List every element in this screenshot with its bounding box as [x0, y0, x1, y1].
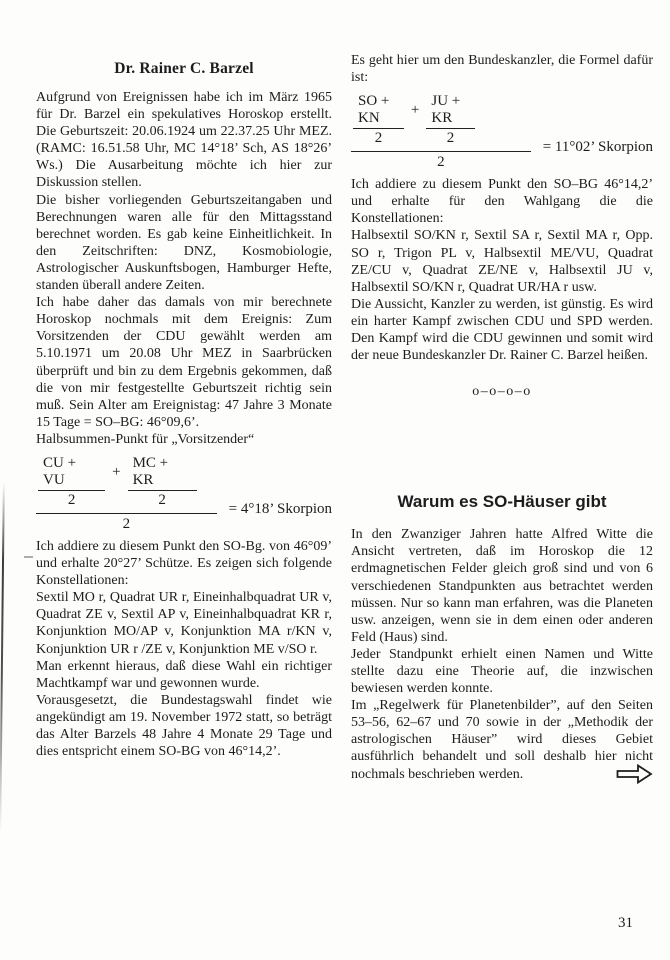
fraction-bottom: 2 [446, 130, 455, 147]
fraction-bottom: 2 [158, 491, 166, 508]
fraction-top: MC + KR [128, 455, 197, 491]
left-column [36, 52, 332, 783]
paragraph: Ich habe daher das damals von mir berechnete Horoskop nochmals mit dem Ereignis: Zum Vorsitzenden der CDU gewählt werden am 5.10.1971 um 20.08 Uhr MEZ in Saarbrücken überprüft und bin zu dem Ergebnis gekommen, daß die von mir festgestellte Geburtszeit richtig sein muß. Sein Alter am Ereignistag: 47 Jahre 3 Monate 15 Tage = SO–BG: 46°09,6’. [36, 295, 332, 430]
formula-result: = 4°18’ Skorpion [228, 500, 332, 517]
paragraph: In den Zwanziger Jahren hatte Alfred Witte die Ansicht vertreten, daß im Horoskop die 12 erdmagnetischen Felder gleich groß sind und von 6 verschiedenen Standpunkten aus betrachtet werden müssen. Nur so kann man erfahren, was die Planeten usw. anzeigen, wenn sie in dem einen oder anderen Feld (Haus) sind. [351, 527, 653, 645]
formula-subfraction-2 [128, 455, 197, 509]
plus-operator: + [112, 463, 121, 480]
formula-subfraction-1 [353, 93, 404, 147]
formula-subfraction-2 [426, 93, 474, 147]
kanzler-formula [351, 93, 653, 171]
fraction-top: CU + VU [38, 455, 105, 491]
paragraph: Die Aussicht, Kanzler zu werden, ist günstig. Es wird ein harter Kampf zwischen CDU und SPD werden. Den Kampf wird die CDU gewinnen und somit wird der neue Bundeskanzler Dr. Rainer C. Barzel heißen. [351, 296, 653, 364]
formula-result: = 11°02’ Skorpion [542, 139, 653, 156]
fraction-bottom: 2 [67, 491, 76, 508]
right-column [351, 52, 653, 783]
fraction-bottom: 2 [374, 130, 383, 147]
formula-subfraction-1 [38, 455, 105, 509]
paragraph: Vorausgesetzt, die Bundestagswahl findet wie angekündigt am 19. November 1972 statt, so beträgt das Alter Barzels 48 Jahre 4 Monate 29 Tage und dies entspricht einem SO-BG von 46°14,2’. [36, 692, 332, 760]
page-number: 31 [618, 915, 633, 931]
halbsummen-formula [36, 455, 332, 533]
closing-paragraph-block [351, 697, 653, 782]
formula-numerator [351, 93, 531, 152]
section-separator: o–o–o–o [472, 384, 532, 400]
paragraph: Sextil MO r, Quadrat UR r, Eineinhalbquadrat UR v, Quadrat ZE v, Sextil AP v, Eineinhalbquadrat KR r, Konjunktion MO/AP v, Konjunktion MA r/KN v, Konjunktion UR r /ZE v, Konjunktion ME v/SO r. [36, 590, 332, 657]
paragraph: Man erkennt hieraus, daß diese Wahl ein richtiger Machtkampf war und gewonnen wurde. [36, 658, 332, 691]
paragraph: Ich addiere zu diesem Punkt den SO-Bg. von 46°09’ und erhalte 20°27’ Schütze. Es zeigen sich folgende Konstellationen: [36, 538, 332, 589]
formula-fraction [351, 93, 531, 171]
fraction-top: SO + KN [353, 93, 404, 129]
article-heading-barzel: Dr. Rainer C. Barzel [114, 60, 254, 77]
formula-denominator: 2 [122, 515, 131, 532]
formula-fraction [36, 455, 217, 533]
paragraph: Halbsextil SO/KN r, Sextil SA r, Sextil MA r, Opp. SO r, Trigon PL v, Halbsextil ME/VU, Quadrat ZE/CU v, Quadrat ZE/NE v, Halbsextil JU v, Halbsextil SO/KN r, Quadrat UR/HA r usw. [351, 228, 653, 295]
paragraph: Aufgrund von Ereignissen habe ich im März 1965 für Dr. Barzel ein spekulatives Horoskop erstellt. Die Geburtszeit: 20.06.1924 um 22.37.25 Uhr MEZ. (RAMC: 16.51.58 Uhr, MC 14°18’ Sch, AS 18°26’ Ws.) Die Ausarbeitung möchte ich hier zur Diskussion stellen. [36, 90, 332, 191]
paragraph: Im „Regelwerk für Planetenbilder”, auf den Seiten 53–56, 62–67 und 70 sowie in der „Methodik der astrologischen Häuser” wird dieses Gebiet ausführlich behandelt und soll deshalb hier nicht nochmals beschrieben werden. [351, 698, 653, 782]
plus-operator: + [410, 102, 420, 119]
paragraph: Ich addiere zu diesem Punkt den SO–BG 46°14,2’ und erhalte für den Wahlgang die die Konstellationen: [351, 177, 653, 227]
paragraph: Jeder Standpunkt erhielt einen Namen und Witte stellte dazu eine Theorie auf, die inzwischen bewiesen werden konnte. [351, 646, 653, 697]
formula-numerator [36, 455, 217, 514]
fraction-top: JU + KR [426, 93, 474, 129]
continue-arrow-icon [616, 764, 653, 784]
section-heading-so-haeuser: Warum es SO-Häuser gibt [397, 492, 607, 512]
paragraph: Die bisher vorliegenden Geburtszeitangaben und Berechnungen waren alle für den Mittagsstand berechnet worden. Es gab keine Einheitlichkeit. In den Zeitschriften: DNZ, Kosmobiologie, Astrologischer Auskunftsbogen, Hamburger Hefte, standen überall andere Zeiten. [36, 192, 332, 294]
formula-denominator: 2 [437, 154, 445, 171]
halbsummen-label: Halbsummen-Punkt für „Vorsitzender“ [36, 431, 255, 447]
paragraph: Es geht hier um den Bundeskanzler, die Formel dafür ist: [351, 53, 653, 86]
scan-artifact-speck [24, 556, 33, 558]
